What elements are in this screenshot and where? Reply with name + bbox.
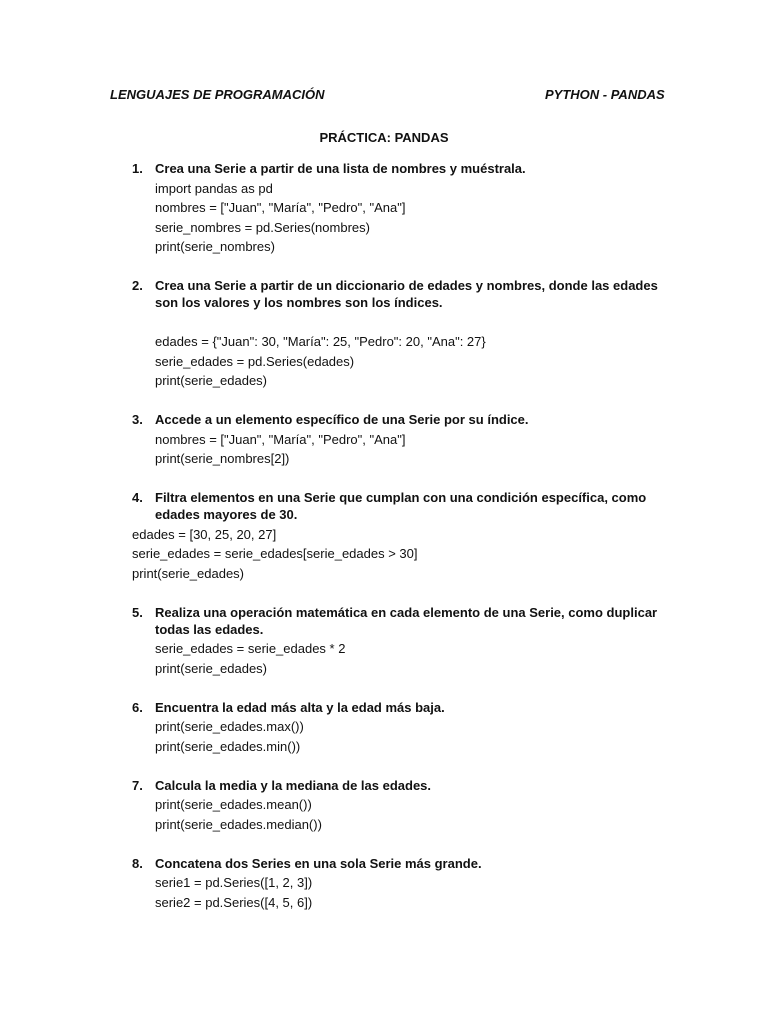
exercise-number: 6.: [132, 699, 143, 715]
code-line: edades = [30, 25, 20, 27]: [132, 526, 277, 542]
code-line: print(serie_nombres[2]): [155, 451, 290, 466]
code-line: serie_edades = pd.Series(edades): [155, 353, 355, 369]
code-line: print(serie_edades.median()): [155, 816, 322, 832]
code-line: print(serie_edades.min()): [155, 738, 301, 754]
code-line: serie_edades = serie_edades * 2: [155, 641, 346, 656]
exercise-number: 1.: [132, 161, 143, 176]
exercise-heading: Crea una Serie a partir de una lista de nombres y muéstrala.: [155, 161, 526, 176]
header-course: LENGUAJES DE PROGRAMACIÓN: [110, 87, 325, 102]
exercise-heading: Crea una Serie a partir de un diccionario de edades y nombres, donde las edades son los valores y los nombres son los índices.: [155, 278, 658, 310]
exercise-item-4: [132, 488, 672, 583]
code-line: edades = {"Juan": 30, "María": 25, "Pedro": 20, "Ana": 27}: [155, 334, 486, 349]
code-line: serie1 = pd.Series([1, 2, 3]): [155, 875, 313, 890]
exercise-number: 7.: [132, 777, 143, 793]
exercise-item-7: [132, 776, 672, 835]
code-block: [132, 525, 672, 584]
exercise-heading: Calcula la media y la mediana de las edades.: [155, 777, 432, 793]
document-title: PRÁCTICA: PANDAS: [319, 130, 449, 145]
code-block: [132, 873, 672, 912]
exercise-heading: Realiza una operación matemática en cada elemento de una Serie, como duplicar todas las edades.: [155, 604, 658, 637]
blank-line: [132, 313, 672, 333]
exercise-heading: Accede a un elemento específico de una Serie por su índice.: [155, 412, 529, 427]
code-line: serie2 = pd.Series([4, 5, 6]): [155, 894, 313, 910]
exercise-item-1: [132, 159, 672, 257]
code-block: [132, 717, 672, 756]
code-line: serie_nombres = pd.Series(nombres): [155, 219, 370, 235]
code-block: [132, 179, 672, 257]
exercise-number: 5.: [132, 604, 143, 620]
code-line: print(serie_edades): [132, 565, 245, 581]
code-line: nombres = ["Juan", "María", "Pedro", "Ana"]: [155, 200, 406, 215]
exercise-number: 4.: [132, 490, 143, 505]
exercise-item-5: [132, 603, 672, 679]
code-block: [132, 332, 672, 391]
code-line: print(serie_nombres): [155, 239, 275, 254]
code-line: nombres = ["Juan", "María", "Pedro", "Ana"]: [155, 431, 406, 447]
exercise-item-8: [132, 854, 672, 913]
code-line: print(serie_edades.mean()): [155, 797, 312, 812]
exercise-item-6: [132, 698, 672, 757]
exercise-heading: Filtra elementos en una Serie que cumplan con una condición específica, como edades mayores de 30.: [155, 490, 647, 522]
exercise-number: 8.: [132, 855, 143, 871]
exercise-number: 2.: [132, 278, 143, 293]
code-block: [132, 639, 672, 678]
code-line: print(serie_edades): [155, 373, 268, 388]
code-line: import pandas as pd: [155, 180, 273, 196]
exercise-heading: Encuentra la edad más alta y la edad más baja.: [155, 699, 445, 715]
code-block: [132, 795, 672, 834]
exercise-item-2: [132, 276, 672, 391]
code-line: print(serie_edades): [155, 660, 268, 676]
header-topic: PYTHON - PANDAS: [545, 87, 665, 102]
exercise-item-3: [132, 410, 672, 469]
exercise-number: 3.: [132, 412, 143, 427]
exercise-heading: Concatena dos Series en una sola Serie más grande.: [155, 855, 482, 871]
exercise-list: [132, 159, 672, 932]
code-line: print(serie_edades.max()): [155, 719, 304, 734]
code-line: serie_edades = serie_edades[serie_edades > 30]: [132, 546, 418, 561]
code-block: [132, 430, 672, 469]
